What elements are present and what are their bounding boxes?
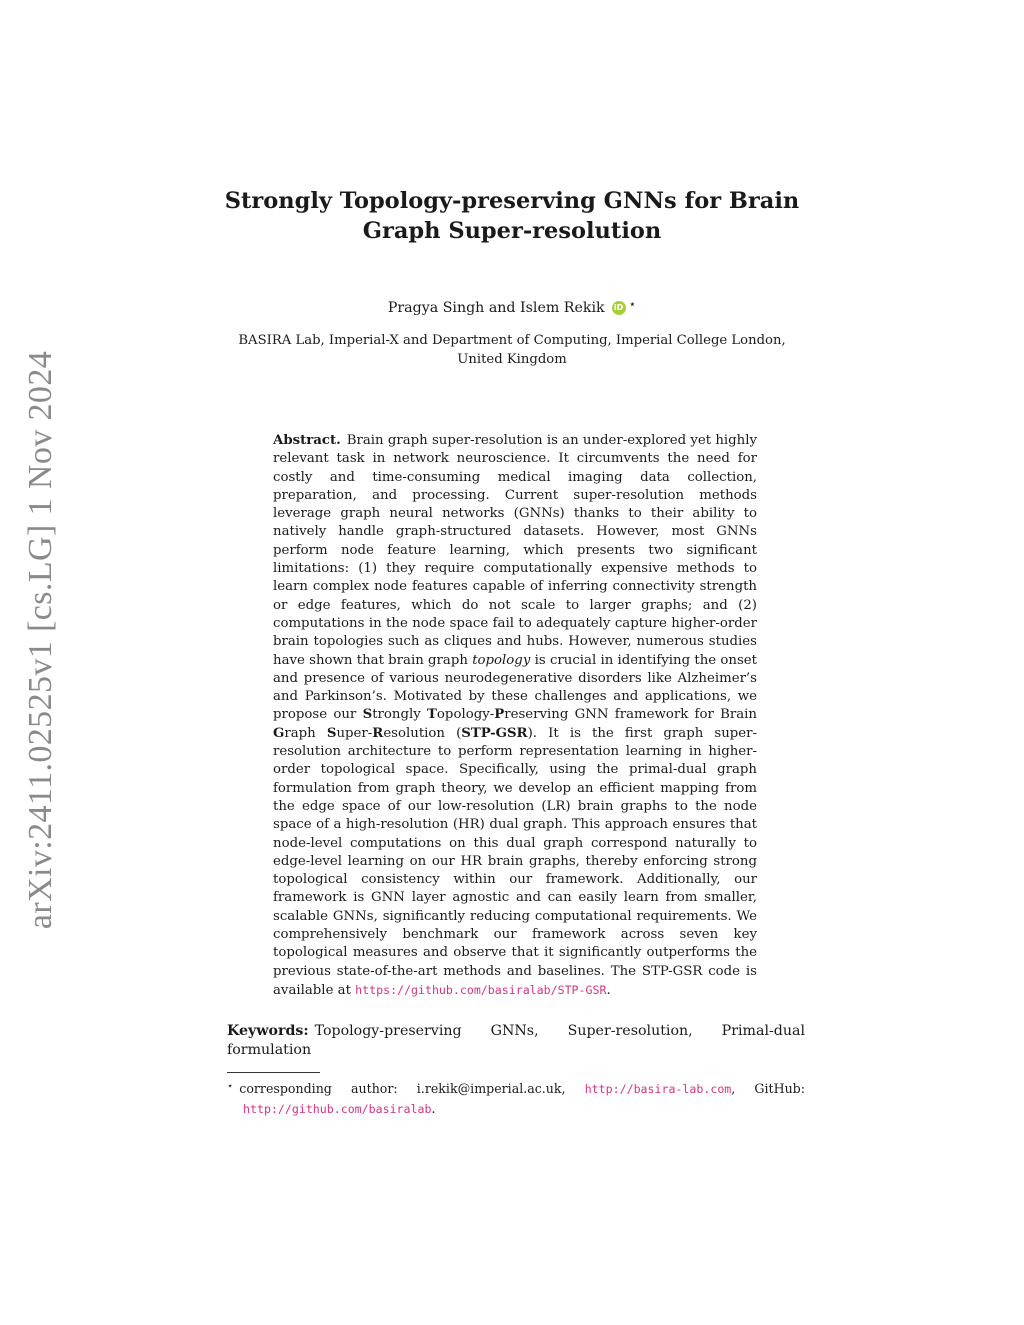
title-line-1: Strongly Topology-preserving GNNs for Brain <box>224 188 800 214</box>
affiliation-line-2: United Kingdom <box>457 351 567 367</box>
author-footnote-mark: ⋆ <box>628 297 637 311</box>
github-profile-link[interactable]: http://github.com/basiralab <box>243 1102 432 1116</box>
footnote-author-text: corresponding author: i.rekik@imperial.ac.uk, <box>239 1081 566 1096</box>
framework-initial-g: G <box>273 725 285 741</box>
framework-initial-r: R <box>372 725 384 741</box>
footnote-mark: ⋆ <box>227 1081 234 1092</box>
author-names: Pragya Singh and Islem Rekik <box>387 300 605 316</box>
abstract-block <box>273 432 757 1000</box>
paper-title <box>200 186 824 246</box>
keywords-heading: Keywords: <box>227 1023 309 1039</box>
abstract-emphasis-topology: topology <box>472 652 531 668</box>
footnote-end-period: . <box>431 1101 436 1116</box>
affiliation <box>200 332 824 369</box>
keywords-text: Topology-preserving GNNs, Super-resolution, Primal-dual formulation <box>227 1023 805 1058</box>
framework-word-esolution: esolution ( <box>383 725 462 741</box>
arxiv-identifier-stamp: arXiv:2411.02525v1 [cs.LG] 1 Nov 2024 <box>22 350 59 930</box>
author-line <box>200 295 824 317</box>
code-repository-link[interactable]: https://github.com/basiralab/STP-GSR <box>355 982 607 997</box>
abstract-end-period: . <box>606 982 611 998</box>
keywords-block <box>227 1022 805 1060</box>
abstract-text-3: ). It is the first graph super-resolution architecture to perform representation learning in higher-order topological space. Specifically, using the primal-dual graph formulation from graph theory, we develop an efficient mapping from the edge space of our low-resolution (LR) brain graphs to the node space of a high-resolution (HR) dual graph. This approach ensures that node-level computations on this dual graph correspond naturally to edge-level learning on our HR brain graphs, thereby enforcing strong topological consistency within our framework. Additionally, our framework is GNN layer agnostic and can easily learn from smaller, scalable GNNs, significantly reducing computational requirements. We comprehensively benchmark our framework across seven key topological measures and observe that it significantly outperforms the previous state-of-the-art methods and baselines. The STP-GSR code is available at <box>273 725 757 998</box>
footnote-line-1 <box>227 1077 805 1099</box>
framework-word-raph: raph <box>284 725 316 741</box>
footnote-divider <box>227 1072 320 1073</box>
framework-initial-s: S <box>362 707 373 723</box>
framework-initial-p: P <box>494 707 505 723</box>
footnote-github-label: , GitHub: <box>731 1081 805 1096</box>
framework-initial-s2: S <box>326 725 337 741</box>
framework-word-opology: opology- <box>436 707 495 723</box>
framework-word-uper: uper- <box>336 725 373 741</box>
footnote-line-2 <box>227 1099 805 1119</box>
abstract-text-1: Brain graph super-resolution is an under-explored yet highly relevant task in network neuroscience. It circumvents the need for costly and time-consuming medical imaging data collection, preparation, and processing. Current super-resolution methods leverage graph neural networks (GNNs) thanks to their ability to natively handle graph-structured datasets. However, most GNNs perform node feature learning, which presents two significant limitations: (1) they require computationally expensive methods to learn complex node features capable of inferring connectivity strength or edge features, which do not scale to larger graphs; and (2) computations in the node space fail to adequately capture higher-order brain topologies such as cliques and hubs. However, numerous studies have shown that brain graph <box>273 433 757 668</box>
lab-website-link[interactable]: http://basira-lab.com <box>584 1082 732 1096</box>
framework-word-reserving: reserving GNN framework for Brain <box>504 707 757 723</box>
framework-word-trongly: trongly <box>372 707 421 723</box>
framework-initial-t: T <box>427 707 437 723</box>
title-line-2: Graph Super-resolution <box>362 218 662 244</box>
footnote <box>227 1077 805 1119</box>
orcid-icon[interactable]: iD <box>612 301 626 315</box>
abstract-heading: Abstract. <box>273 433 341 448</box>
abstract-text-2: is crucial in identifying the onset and presence of various neurodegenerative disorders like Alzheimer’s and Parkinson’s. Motivated by these challenges and applications, we propose our <box>273 652 757 723</box>
framework-acronym: STP-GSR <box>461 725 528 741</box>
affiliation-line-1: BASIRA Lab, Imperial-X and Department of Computing, Imperial College London, <box>238 333 786 348</box>
